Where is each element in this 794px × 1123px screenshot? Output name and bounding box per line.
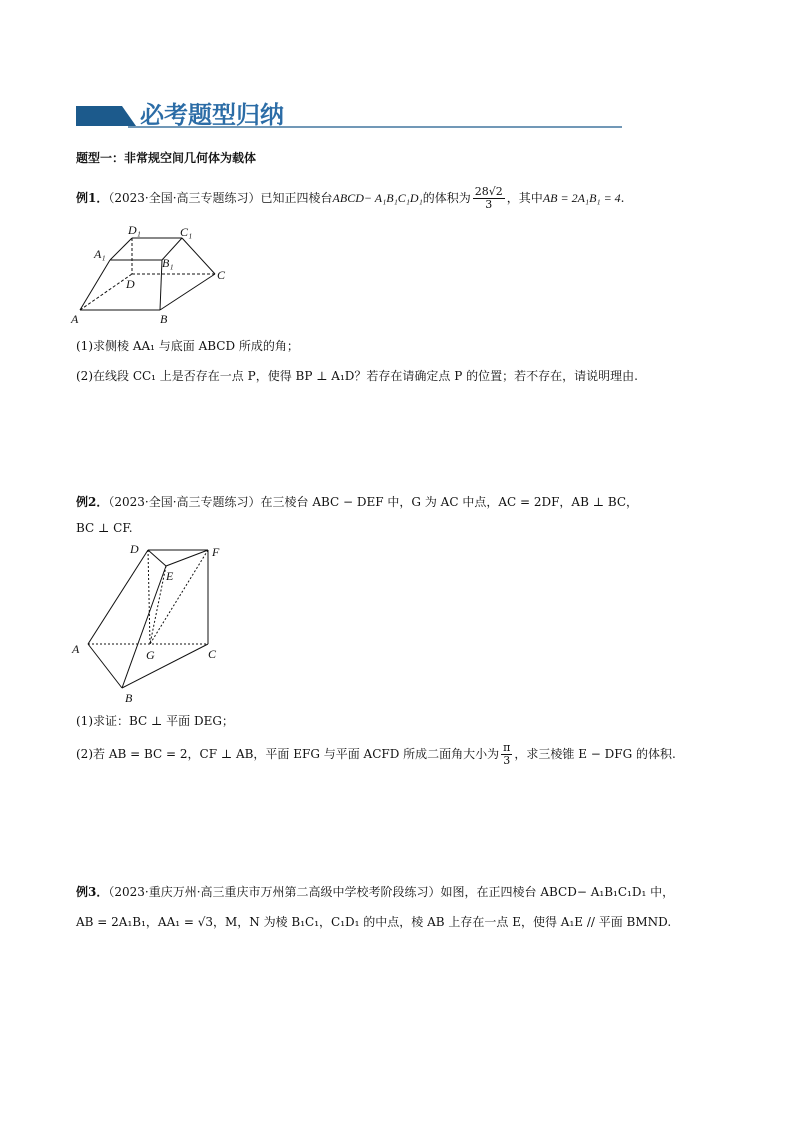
volume-denominator: 3: [485, 198, 493, 211]
example-1-question-2: (2)在线段 CC₁ 上是否存在一点 P，使得 BP ⊥ A₁D？若存在请确定点 P 的位置；若不存在，请说明理由.: [76, 369, 638, 383]
label-C: C: [217, 268, 226, 282]
label-A1: A₁: [94, 247, 106, 261]
edge-BC: [122, 644, 208, 688]
edge-AB: [88, 644, 122, 688]
edge-EF: [166, 550, 208, 566]
example-2-question-1: (1)求证：BC ⊥ 平面 DEG；: [76, 714, 234, 728]
label-B: B: [125, 691, 133, 705]
label-G: G: [146, 648, 155, 662]
example-3-head: 例3．: [76, 885, 109, 899]
example-1-question-1: (1)求侧棱 AA₁ 与底面 ABCD 所成的角；: [76, 339, 299, 353]
volume-numerator: 28√2: [474, 185, 503, 198]
example-1-figure: [70, 222, 240, 328]
edge-BC: [160, 274, 215, 310]
label-B: B: [160, 312, 168, 326]
angle-numerator: π: [503, 741, 511, 754]
example-2-line-1: （2023·全国·高三专题练习）在三棱台 ABC − DEF 中，G 为 AC 中点，AC = 2DF，AB ⊥ BC，: [108, 495, 639, 509]
example-3-line-2: AB = 2A₁B₁，AA₁ = √3，M，N 为棱 B₁C₁，C₁D₁ 的中点，棱 AB 上存在一点 E，使得 A₁E // 平面 BMND.: [76, 915, 672, 929]
label-D: D: [126, 277, 135, 291]
example-1-source: （2023·全国·高三专题练习）已知正四棱台: [108, 191, 333, 205]
edge-AD-hidden: [80, 274, 132, 310]
angle-denominator: 3: [503, 754, 511, 767]
example-1-end: .: [620, 191, 625, 205]
example-2-statement: [76, 494, 638, 510]
edge-EB: [122, 566, 166, 688]
angle-fraction: [501, 742, 512, 767]
example-2-head: 例2．: [76, 495, 109, 509]
edge-A1D1: [110, 238, 132, 260]
example-2-line-2: BC ⊥ CF.: [76, 521, 133, 535]
example-1-frustum: ABCD− A₁B₁C₁D₁: [332, 191, 423, 205]
question-2-text-a: (2)若 AB = BC = 2，CF ⊥ AB，平面 EFG 与平面 ACFD 所成二面角大小为: [76, 747, 500, 761]
label-C: C: [208, 647, 217, 661]
example-3-line-1: （2023·重庆万州·高三重庆市万州第二高级中学校考阶段练习）如图，在正四棱台 ABCD− A₁B₁C₁D₁ 中，: [108, 885, 675, 899]
edge-AA1: [80, 260, 110, 310]
section-label: 题型一：非常规空间几何体为载体: [76, 151, 257, 165]
question-2-text-b: ，求三棱锥 E − DFG 的体积.: [514, 747, 676, 761]
example-1-head: 例1．: [76, 191, 109, 205]
example-1-statement: [76, 186, 625, 211]
example-1-volume: [473, 186, 505, 211]
example-1-tail: ，其中: [506, 191, 543, 205]
label-D: D: [130, 542, 139, 556]
label-A: A: [71, 312, 79, 326]
example-1-condition: AB = 2A₁B₁ = 4: [542, 191, 621, 205]
label-F: F: [212, 545, 220, 559]
banner-title: 必考题型归纳: [140, 101, 284, 129]
edge-FG-hidden: [150, 550, 208, 644]
example-2-question-2: [76, 742, 676, 767]
edge-C1C: [182, 238, 215, 274]
label-C1: C₁: [180, 225, 193, 239]
example-3-statement: [76, 884, 674, 900]
label-D1: D₁: [128, 223, 141, 237]
edge-DG-hidden: [148, 550, 150, 644]
label-A: A: [72, 642, 80, 656]
edge-DE: [148, 550, 166, 566]
section-banner: [76, 100, 622, 132]
edge-AD: [88, 550, 148, 644]
label-B1: B₁: [162, 256, 174, 270]
label-E: E: [166, 569, 174, 583]
example-1-mid: 的体积为: [422, 191, 471, 205]
example-2-figure: [70, 540, 240, 706]
